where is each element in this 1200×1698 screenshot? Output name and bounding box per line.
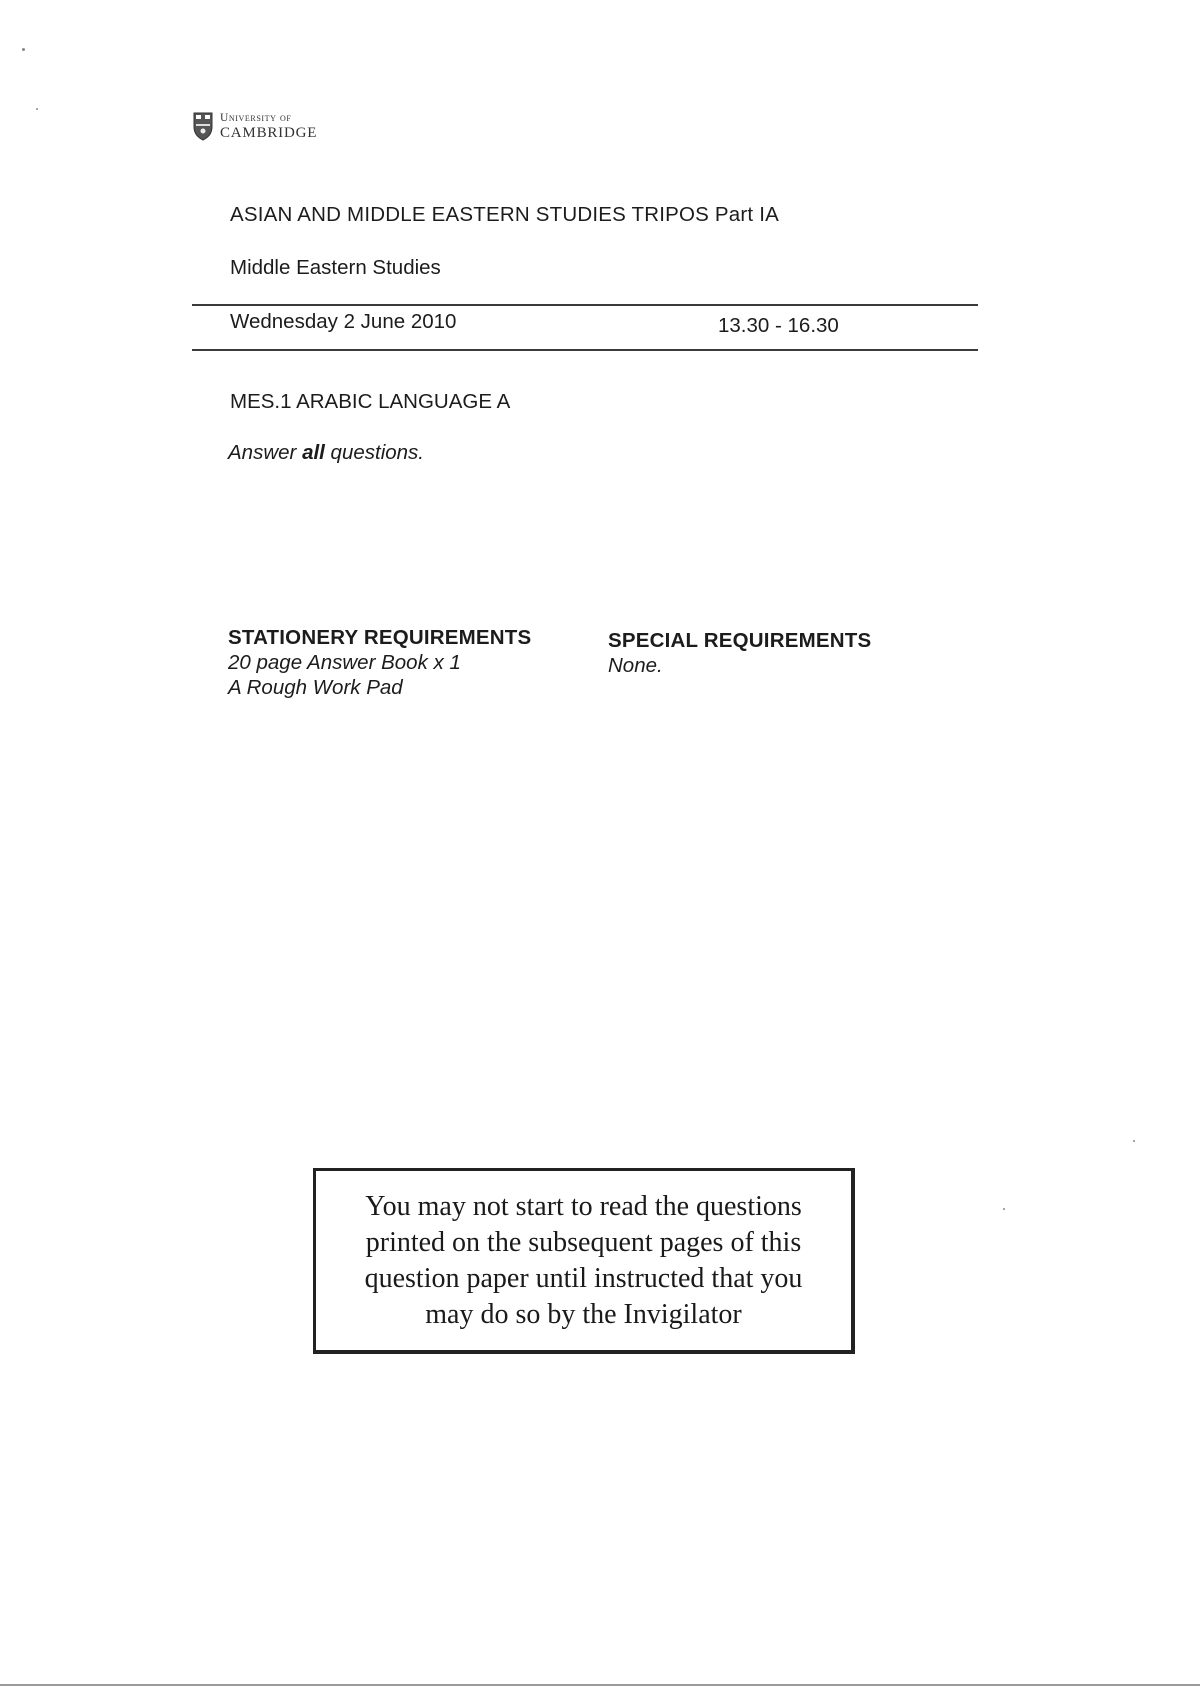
page-bottom-edge xyxy=(0,1684,1200,1686)
logo-line-university: University of xyxy=(220,112,292,124)
university-crest-icon xyxy=(192,111,214,141)
instruction-post: questions. xyxy=(324,441,425,464)
special-heading: SPECIAL REQUIREMENTS xyxy=(608,629,872,652)
exam-date: Wednesday 2 June 2010 xyxy=(230,310,457,333)
instruction-bold: all xyxy=(302,441,325,464)
instruction-pre: Answer xyxy=(228,441,303,464)
scan-speck xyxy=(36,108,38,110)
stationery-item: 20 page Answer Book x 1 xyxy=(228,651,461,674)
top-divider xyxy=(192,304,978,306)
invigilator-notice-text: You may not start to read the questions printed on the subsequent pages of this question paper until instructed that you may do so by the Invigilator xyxy=(364,1190,803,1330)
paper-title: MES.1 ARABIC LANGUAGE A xyxy=(230,390,511,413)
stationery-item: A Rough Work Pad xyxy=(228,676,403,699)
stationery-requirements xyxy=(228,625,531,700)
scan-speck xyxy=(22,48,25,51)
logo-line-cambridge: CAMBRIDGE xyxy=(220,125,318,141)
special-requirements xyxy=(608,628,871,678)
exam-time: 13.30 - 16.30 xyxy=(718,314,839,337)
special-item: None. xyxy=(608,654,663,677)
scan-speck xyxy=(1133,1140,1135,1142)
bottom-divider xyxy=(192,349,978,351)
subject-title: Middle Eastern Studies xyxy=(230,256,441,279)
stationery-heading: STATIONERY REQUIREMENTS xyxy=(228,626,532,649)
invigilator-notice-box xyxy=(313,1168,855,1354)
tripos-title: ASIAN AND MIDDLE EASTERN STUDIES TRIPOS Part IA xyxy=(230,203,779,226)
scan-speck xyxy=(1003,1208,1005,1210)
answer-instruction xyxy=(228,441,424,465)
logo-text xyxy=(220,111,317,141)
university-logo xyxy=(192,111,317,141)
